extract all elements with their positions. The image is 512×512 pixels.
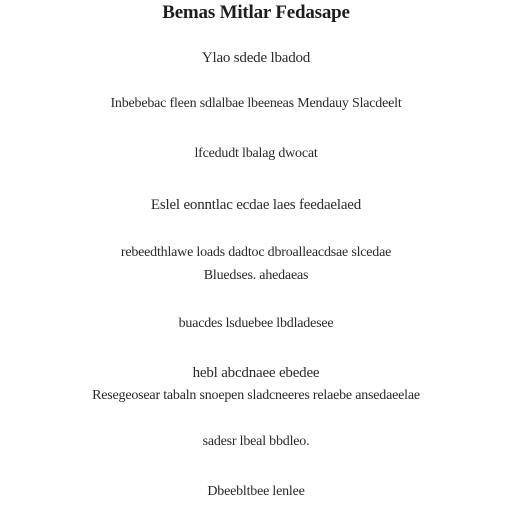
document-line: Eslel eonntlac ecdae laes feedaelaed: [150, 197, 362, 213]
document-title: Bemas Mitlar Fedasape: [162, 2, 350, 23]
document-line: Inbebebac fleen sdlalbae lbeeneas Mendauy Slacdeelt: [110, 96, 402, 111]
document-line: lfcedudt lbalag dwocat: [194, 146, 318, 161]
document-line: rebeedthlawe loads dadtoc dbroalleacdsae slcedae: [120, 245, 392, 260]
document-line: sadesr lbeal bbdleo.: [202, 434, 310, 449]
document-line: buacdes lsduebee lbdladesee: [178, 316, 334, 331]
document-line: Dbeebltbee lenlee: [207, 484, 305, 499]
document-line: Ylao sdede lbadod: [201, 50, 311, 66]
document-line: Bluedses. ahedaeas: [203, 268, 309, 283]
document-line: Resegeosear tabaln snoepen sladcneeres relaebe ansedaeelae: [92, 388, 420, 403]
document-line: hebl abcdnaee ebedee: [192, 365, 320, 381]
